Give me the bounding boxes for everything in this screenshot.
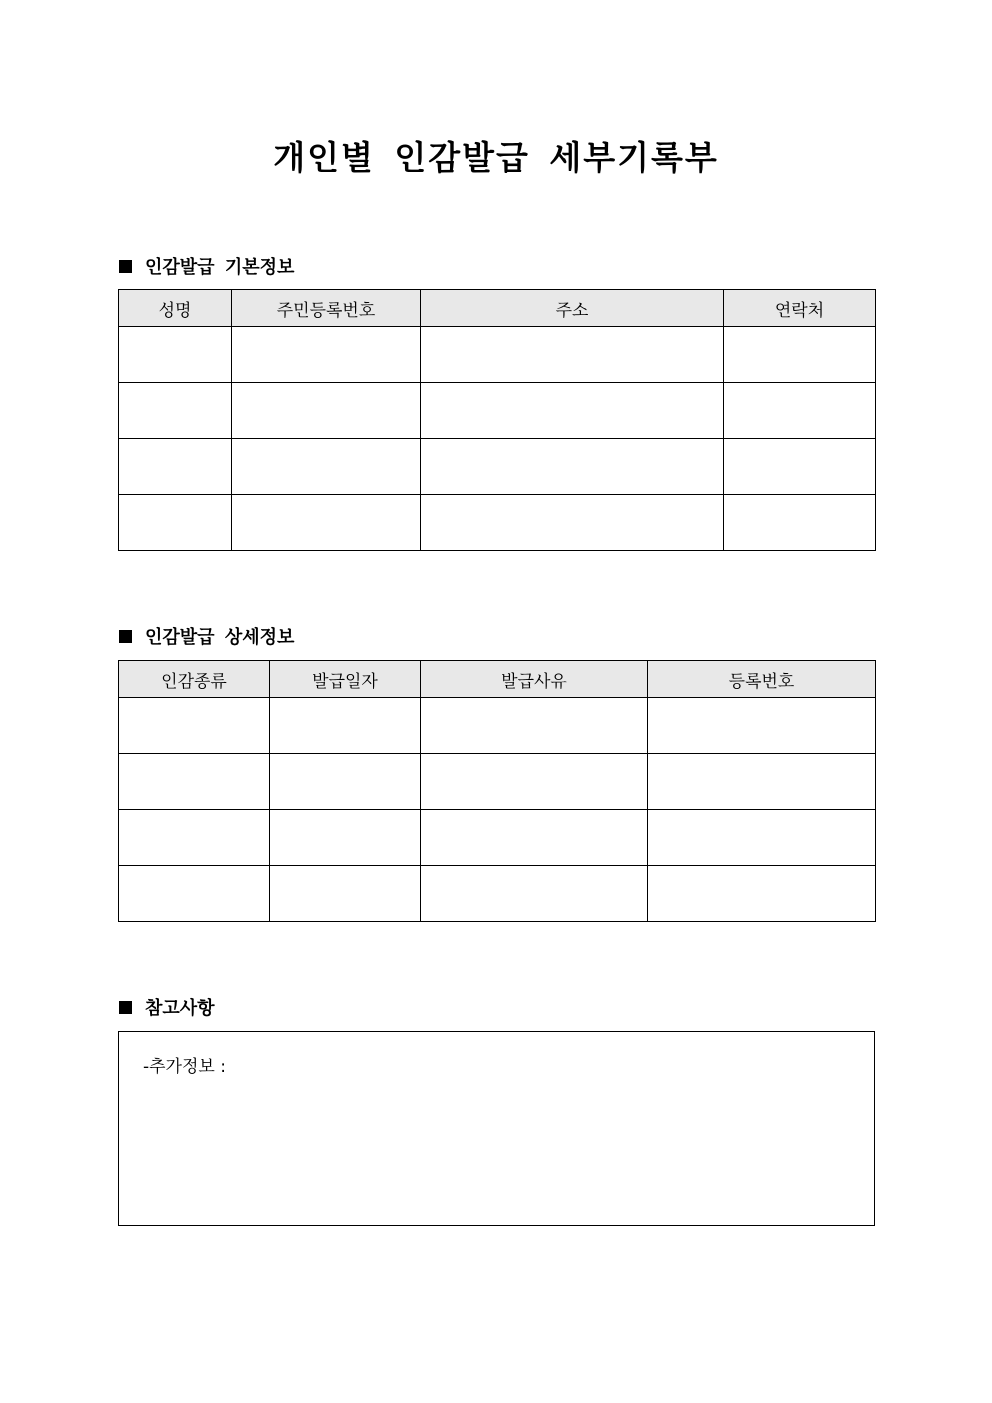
table-cell[interactable] [119,327,232,383]
table-cell[interactable] [119,810,270,866]
column-header-resident-number: 주민등록번호 [232,290,421,327]
detail-info-heading-label: 인감발급 상세정보 [145,627,295,648]
table-cell[interactable] [648,698,876,754]
table-cell[interactable] [724,383,876,439]
table-row [119,383,876,439]
table-cell[interactable] [648,754,876,810]
table-row [119,754,876,810]
table-cell[interactable] [421,383,724,439]
table-row [119,327,876,383]
table-cell[interactable] [421,754,648,810]
table-cell[interactable] [270,810,421,866]
table-cell[interactable] [421,698,648,754]
table-cell[interactable] [648,810,876,866]
table-cell[interactable] [232,327,421,383]
table-header-row [119,290,876,327]
table-cell[interactable] [232,495,421,551]
notes-heading-label: 참고사항 [145,998,215,1019]
column-header-name: 성명 [119,290,232,327]
table-cell[interactable] [119,439,232,495]
notes-heading [119,994,215,1020]
table-header-row [119,661,876,698]
table-cell[interactable] [232,439,421,495]
table-cell[interactable] [119,495,232,551]
table-cell[interactable] [119,866,270,922]
page-title: 개인별 인감발급 세부기록부 [273,138,719,177]
table-cell[interactable] [421,327,724,383]
table-cell[interactable] [232,383,421,439]
table-cell[interactable] [119,754,270,810]
table-row [119,439,876,495]
square-bullet-icon [119,260,132,273]
column-header-issue-reason: 발급사유 [421,661,648,698]
square-bullet-icon [119,630,132,643]
table-row [119,866,876,922]
table-cell[interactable] [119,383,232,439]
column-header-address: 주소 [421,290,724,327]
table-cell[interactable] [421,439,724,495]
table-cell[interactable] [421,495,724,551]
column-header-registration-number: 등록번호 [648,661,876,698]
table-cell[interactable] [119,698,270,754]
additional-info-label: -추가정보 : [143,1057,226,1077]
detail-info-heading [119,623,294,649]
table-cell[interactable] [648,866,876,922]
basic-info-table [118,289,876,551]
table-row [119,698,876,754]
table-cell[interactable] [421,866,648,922]
basic-info-heading-label: 인감발급 기본정보 [145,257,295,278]
square-bullet-icon [119,1001,132,1014]
table-row [119,810,876,866]
table-cell[interactable] [724,495,876,551]
detail-info-table [118,660,876,922]
table-cell[interactable] [421,810,648,866]
table-cell[interactable] [270,698,421,754]
column-header-issue-date: 발급일자 [270,661,421,698]
column-header-contact: 연락처 [724,290,876,327]
table-row [119,495,876,551]
notes-box[interactable] [118,1031,875,1226]
table-cell[interactable] [270,866,421,922]
table-cell[interactable] [724,439,876,495]
table-cell[interactable] [724,327,876,383]
basic-info-heading [119,253,294,279]
column-header-seal-type: 인감종류 [119,661,270,698]
table-cell[interactable] [270,754,421,810]
